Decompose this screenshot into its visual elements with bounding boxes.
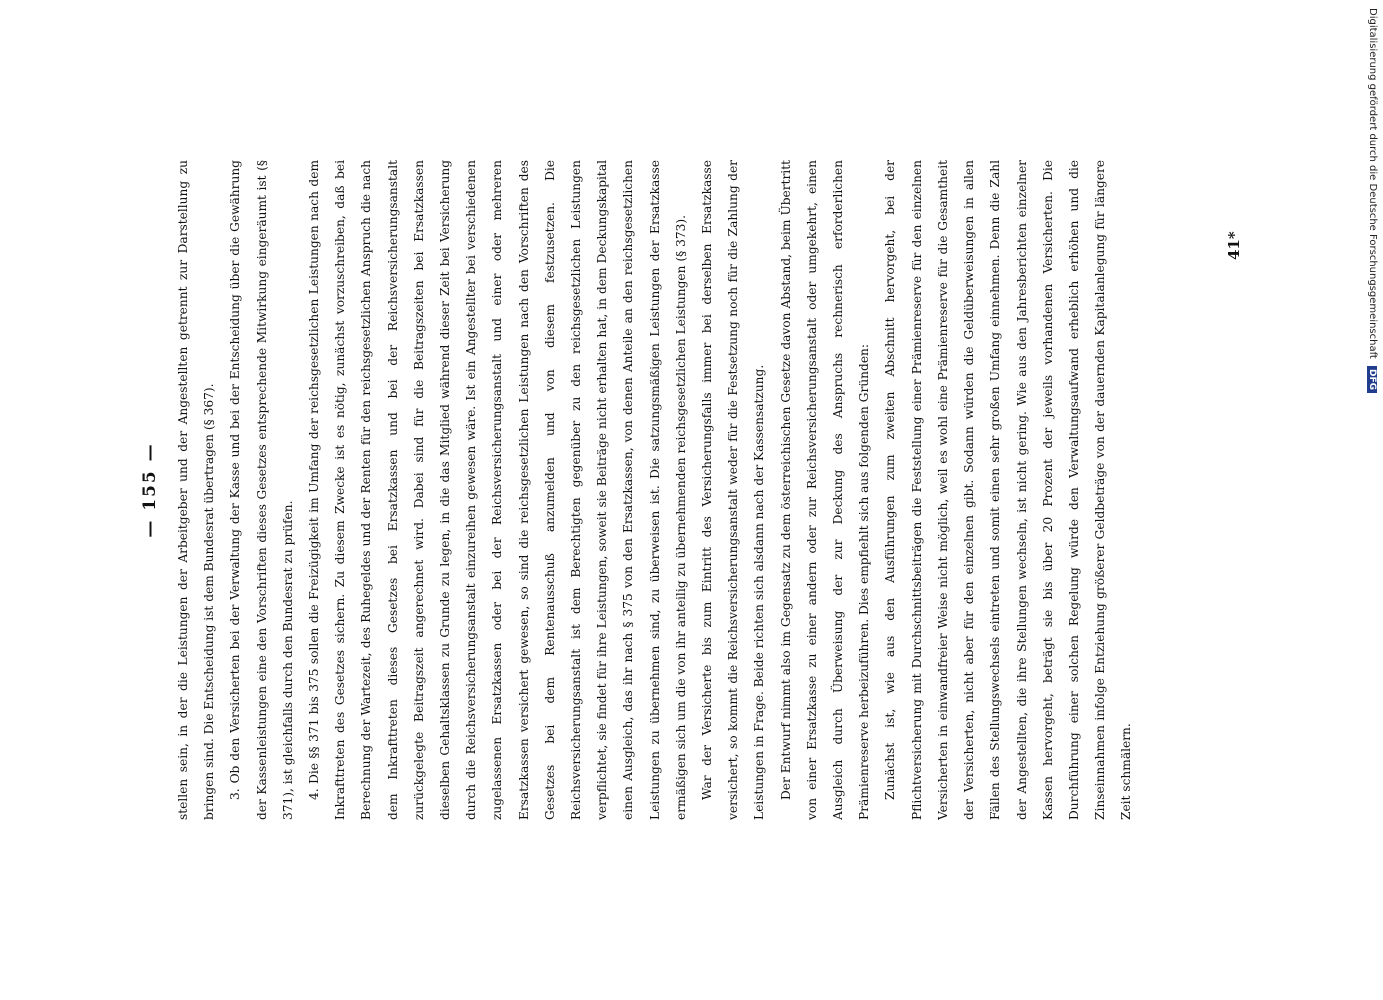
paragraph: stellen sein, in der die Leistungen der Arbeitgeber und der Angestellten getrennt zur Darstellung zu bringen sind. Die Entscheidung ist dem Bundesrat übertragen (§ 367). <box>176 160 217 820</box>
paragraph: Der Entwurf nimmt also im Gegensatz zu dem österreichischen Gesetze davon Abstand, beim Übertritt von einer Ersatzkasse zu einer andern oder zur Reichsversicherungsanstalt oder umgekehrt, einen Ausgleich durch Überweisung der zur Deckung des Anspruchs rechnerisch erforderlichen Prämienreserve herbeizuführen. Dies empfiehlt sich aus folgenden Gründen: <box>778 160 872 820</box>
paragraph: 3. Ob den Versicherten bei der Verwaltung der Kasse und bei der Entscheidung über die Gewährung der Kassenleistungen eine den Vorschriften dieses Gesetzes entsprechende Mitwirkung eingeräumt ist (§ 371), ist gleichfalls durch den Bundesrat zu prüfen. <box>228 160 295 820</box>
paragraph: Zunächst ist, wie aus den Ausführungen zum zweiten Abschnitt hervorgeht, bei der Pflichtversicherung mit Durchschnittsbeiträgen die Feststellung einer Prämienreserve für den einzelnen Versicherten in einwandfreier Weise nicht möglich, weil es wohl eine Prämienreserve für die Gesamtheit der Versicherten, nicht aber für den einzelnen gibt. Sodann würden die Geldüberweisungen in allen Fällen des Stellungswechsels eintreten und somit einen sehr großen Umfang einnehmen. Denn die Zahl der Angestellten, die ihre Stellungen wechseln, ist nicht gering. Wie aus den Jahresberichten einzelner Kassen hervorgeht, beträgt sie bis über 20 Prozent der jeweils vorhandenen Versicherten. Die Durchführung einer solchen Regelung würde den Verwaltungsaufwand erheblich erhöhen und die Zinseinnahmen infolge Entziehung größerer Geldbeträge von der dauernden Kapitalanlegung für längere Zeit schmälern. <box>883 160 1134 820</box>
dfg-logo: DFG <box>1367 366 1377 393</box>
digitization-notice <box>1358 0 1380 1000</box>
page-body <box>170 160 1220 820</box>
document-page <box>140 160 1243 820</box>
paragraph: War der Versicherte bis zum Eintritt des Versicherungsfalls immer bei derselben Ersatzkasse versichert, so kommt die Reichsversicherungsanstalt weder für die Festsetzung noch für die Zahlung der Leistungen in Frage. Beide richten sich alsdann nach der Kassensatzung. <box>700 160 767 820</box>
paragraph: 4. Die §§ 371 bis 375 sollen die Freizügigkeit im Umfang der reichsgesetzlichen Leistungen nach dem Inkrafttreten des Gesetzes sichern. Zu diesem Zwecke ist es nötig, zunächst vorzuschreiben, daß bei Berechnung der Wartezeit, des Ruhegeldes und der Renten für den reichsgesetzlichen Anspruch die nach dem Inkrafttreten dieses Gesetzes bei Ersatzkassen und bei der Reichsversicherungsanstalt zurückgelegte Beitragszeit angerechnet wird. Dabei sind für die Beitragszeiten bei Ersatzkassen dieselben Gehaltsklassen zu Grunde zu legen, in die das Mitglied während dieser Zeit bei Versicherung durch die Reichsversicherungsanstalt einzureihen gewesen wäre. Ist ein Angestellter bei verschiedenen zugelassenen Ersatzkassen oder bei der Reichsversicherungsanstalt und einer oder mehreren Ersatzkassen versichert gewesen, so sind die reichsgesetzlichen Leistungen nach den Vorschriften des Gesetzes bei dem Rentenausschuß anzumelden und von diesem festzusetzen. Die Reichsversicherungsanstalt ist dem Berechtigten gegenüber zu den reichsgesetzlichen Leistungen verpflichtet, sie findet für ihre Leistungen, soweit sie Beiträge nicht erhalten hat, in dem Deckungskapital einen Ausgleich, das ihr nach § 375 von den Ersatzkassen, von denen Anteile an den reichsgesetzlichen Leistungen zu übernehmen sind, zu überweisen ist. Die satzungsmäßigen Leistungen der Ersatzkasse ermäßigen sich um die von ihr anteilig zu übernehmenden reichsgesetzlichen Leistungen (§ 373). <box>307 160 688 820</box>
page-footer-signature: 41* <box>1225 231 1243 260</box>
digitization-notice-text: Digitalisierung gefördert durch die Deutsche Forschungsgemeinschaft <box>1367 8 1378 359</box>
page-header: — 155 — <box>140 442 160 538</box>
